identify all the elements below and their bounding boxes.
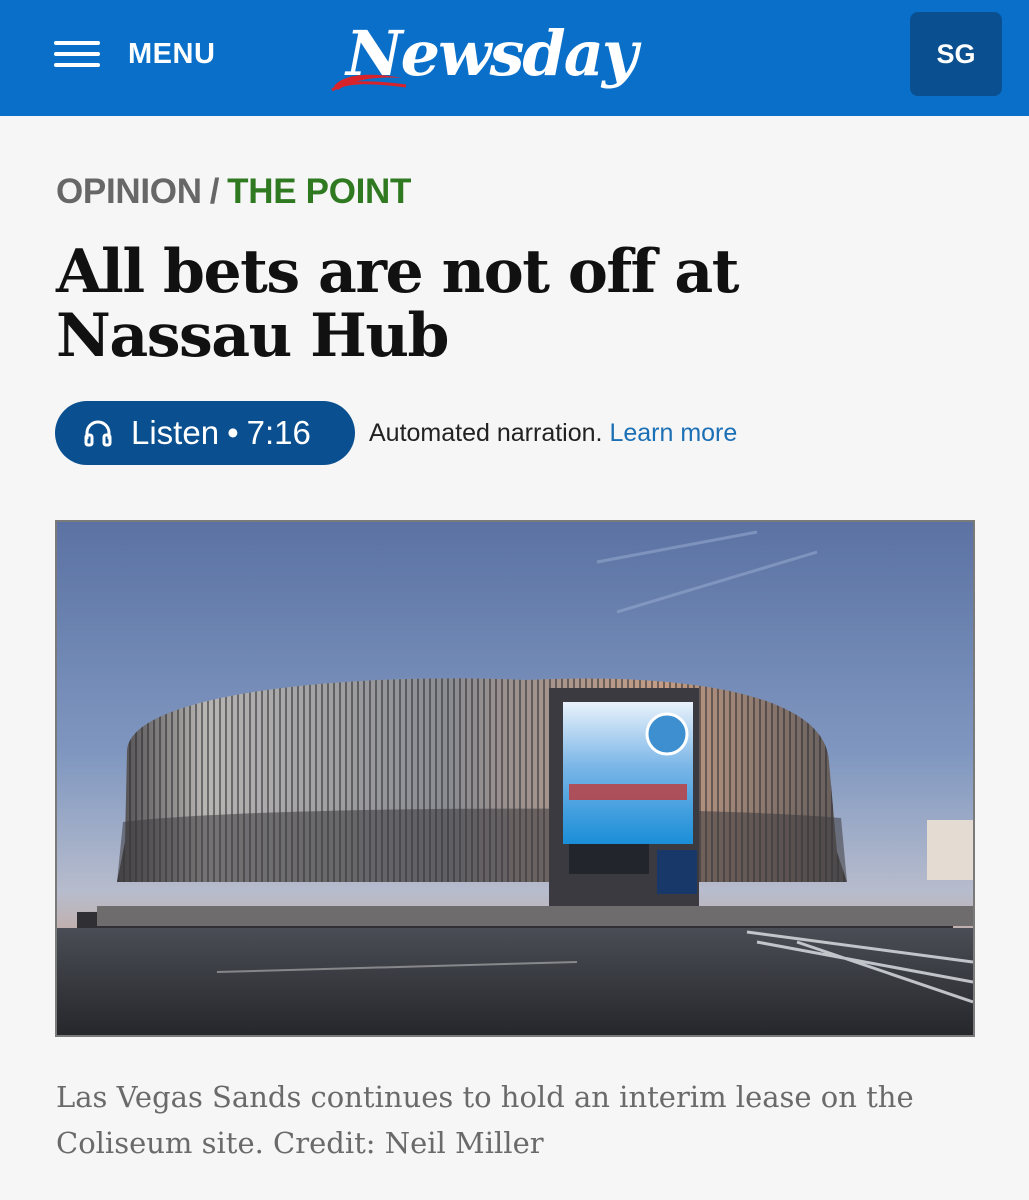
newsday-logo[interactable] [330,16,710,96]
user-avatar-button[interactable]: SG [910,12,1002,96]
listen-label: Listen [131,414,220,451]
headphones-icon [83,418,113,448]
top-navigation-bar [0,0,1029,116]
image-caption: Las Vegas Sands continues to hold an interim lease on the Coliseum site. Credit: Neil Miller [56,1080,914,1160]
narration-text: Automated narration. [369,418,603,447]
audio-narration-row [55,401,737,465]
logo-wordmark: Newsday [346,17,636,90]
menu-button[interactable] [54,32,215,76]
menu-label: MENU [128,37,216,70]
hamburger-icon [54,38,100,70]
learn-more-link[interactable]: Learn more [609,418,738,447]
breadcrumb-subsection[interactable]: THE POINT [227,172,412,211]
listen-button[interactable] [55,401,355,465]
breadcrumb [56,172,411,212]
listen-duration: 7:16 [246,414,311,451]
article-headline: All bets are not off at Nassau Hub [56,237,738,371]
breadcrumb-separator: / [209,172,220,211]
article-photo[interactable] [55,520,975,1037]
narration-note [369,419,737,448]
listen-separator: • [227,414,239,451]
coliseum-photo [57,522,973,1035]
breadcrumb-section[interactable]: OPINION [56,172,202,211]
